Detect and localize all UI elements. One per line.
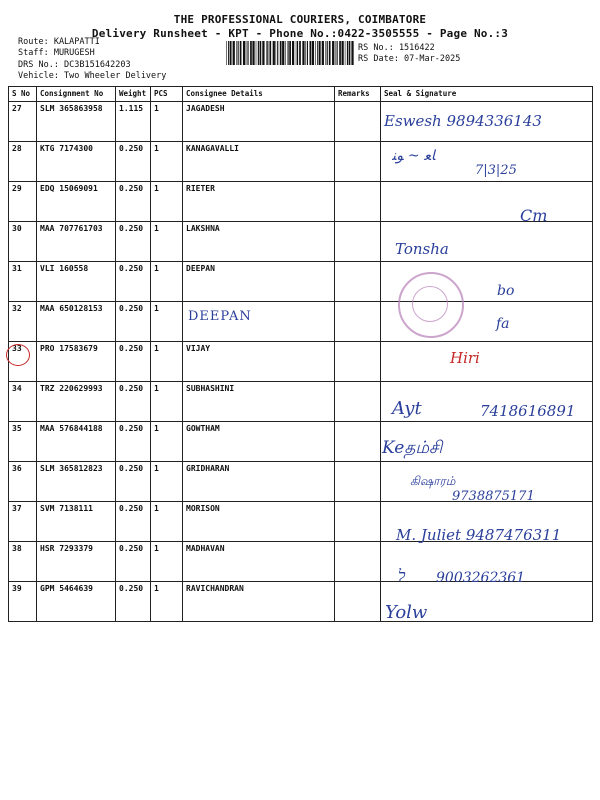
row-remarks xyxy=(335,262,381,302)
row-weight: 0.250 xyxy=(116,302,151,342)
row-consignment-no: GPM 5464639 xyxy=(37,582,116,622)
signature-row-30: Tonsha xyxy=(395,240,449,258)
row-weight: 0.250 xyxy=(116,462,151,502)
signature-row-36: 9738875171 xyxy=(452,489,535,504)
row-remarks xyxy=(335,102,381,142)
col-consignee: Consignee Details xyxy=(183,87,335,102)
row-weight: 0.250 xyxy=(116,342,151,382)
row-consignee: VIJAY xyxy=(183,342,335,382)
table-row xyxy=(9,182,593,222)
row-sno: 27 xyxy=(9,102,37,142)
row-sno: 36 xyxy=(9,462,37,502)
row-consignment-no: SLM 365812823 xyxy=(37,462,116,502)
vehicle-label: Vehicle: Two Wheeler Delivery xyxy=(18,71,167,81)
row-remarks xyxy=(335,542,381,582)
signature-row-38: 9003262361 xyxy=(436,570,526,586)
row-pcs: 1 xyxy=(151,382,183,422)
row-consignee: SUBHASHINI xyxy=(183,382,335,422)
row-consignment-no: VLI 160558 xyxy=(37,262,116,302)
row-sno: 34 xyxy=(9,382,37,422)
signature-row-34: 7418616891 xyxy=(480,402,576,420)
row-remarks xyxy=(335,502,381,542)
table-row xyxy=(9,582,593,622)
handwritten-consignee-row-32: DEEPAN xyxy=(188,309,252,324)
sheet-subtitle: Delivery Runsheet - KPT - Phone No.:0422-3505555 - Page No.:3 xyxy=(91,27,509,40)
row-consignee: RIETER xyxy=(183,182,335,222)
signature-row-32: fa xyxy=(496,316,510,332)
courier-stamp xyxy=(398,272,464,338)
signature-row-38-mark: ל xyxy=(398,566,406,585)
row-consignment-no: SVM 7138111 xyxy=(37,502,116,542)
row-seal-signature xyxy=(381,342,593,382)
col-remarks: Remarks xyxy=(335,87,381,102)
row-consignee: KANAGAVALLI xyxy=(183,142,335,182)
row-consignment-no: MAA 707761703 xyxy=(37,222,116,262)
table-row xyxy=(9,342,593,382)
row-consignee: DEEPAN xyxy=(183,262,335,302)
row-sno: 33 xyxy=(9,342,37,382)
row-remarks xyxy=(335,142,381,182)
row-remarks xyxy=(335,182,381,222)
row-remarks xyxy=(335,382,381,422)
row-33-circle-mark xyxy=(6,344,30,366)
signature-row-31: bo xyxy=(497,283,515,299)
row-weight: 0.250 xyxy=(116,262,151,302)
row-pcs: 1 xyxy=(151,342,183,382)
row-weight: 0.250 xyxy=(116,502,151,542)
row-pcs: 1 xyxy=(151,542,183,582)
row-pcs: 1 xyxy=(151,582,183,622)
row-remarks xyxy=(335,462,381,502)
row-consignment-no: MAA 650128153 xyxy=(37,302,116,342)
row-pcs: 1 xyxy=(151,182,183,222)
barcode-image xyxy=(226,41,354,65)
row-consignment-no: PRO 17583679 xyxy=(37,342,116,382)
sheet-title: THE PROFESSIONAL COURIERS, COIMBATORE xyxy=(173,13,427,26)
row-pcs: 1 xyxy=(151,462,183,502)
row-consignee: MADHAVAN xyxy=(183,542,335,582)
row-remarks xyxy=(335,222,381,262)
row-consignment-no: MAA 576844188 xyxy=(37,422,116,462)
row-remarks xyxy=(335,302,381,342)
row-consignment-no: HSR 7293379 xyxy=(37,542,116,582)
row-sno: 30 xyxy=(9,222,37,262)
row-pcs: 1 xyxy=(151,502,183,542)
row-weight: 0.250 xyxy=(116,382,151,422)
signature-row-29: Cm xyxy=(520,206,548,225)
signature-row-33: Hiri xyxy=(450,349,480,367)
row-consignee: GOWTHAM xyxy=(183,422,335,462)
row-weight: 0.250 xyxy=(116,422,151,462)
drs-number: DRS No.: DC3B151642203 xyxy=(18,60,131,70)
row-consignment-no: KTG 7174300 xyxy=(37,142,116,182)
row-sno: 35 xyxy=(9,422,37,462)
table-row xyxy=(9,422,593,462)
signature-row-28-date: 7|3|25 xyxy=(475,163,517,178)
row-consignee: JAGADESH xyxy=(183,102,335,142)
row-sno: 29 xyxy=(9,182,37,222)
row-consignment-no: SLM 365863958 xyxy=(37,102,116,142)
signature-row-39: Yolw xyxy=(385,602,428,623)
route-label: Route: KALAPATTI xyxy=(18,37,100,47)
row-consignment-no: TRZ 220629993 xyxy=(37,382,116,422)
signature-row-34-mark: Ayt xyxy=(392,398,422,419)
row-remarks xyxy=(335,422,381,462)
row-weight: 0.250 xyxy=(116,582,151,622)
row-consignee: LAKSHNA xyxy=(183,222,335,262)
row-sno: 31 xyxy=(9,262,37,302)
row-remarks xyxy=(335,342,381,382)
signature-row-27: Eswesh 9894336143 xyxy=(384,112,542,130)
row-sno: 38 xyxy=(9,542,37,582)
row-weight: 0.250 xyxy=(116,542,151,582)
signature-row-37: M. Juliet 9487476311 xyxy=(396,526,562,544)
col-seal: Seal & Signature xyxy=(381,87,593,102)
row-consignee: MORISON xyxy=(183,502,335,542)
row-weight: 0.250 xyxy=(116,142,151,182)
staff-label: Staff: MURUGESH xyxy=(18,48,95,58)
row-weight: 0.250 xyxy=(116,182,151,222)
row-weight: 0.250 xyxy=(116,222,151,262)
row-pcs: 1 xyxy=(151,222,183,262)
row-consignee: GRIDHARAN xyxy=(183,462,335,502)
row-pcs: 1 xyxy=(151,262,183,302)
row-consignment-no: EDQ 15069091 xyxy=(37,182,116,222)
table-header-row xyxy=(9,87,593,102)
row-pcs: 1 xyxy=(151,102,183,142)
row-weight: 1.115 xyxy=(116,102,151,142)
col-weight: Weight xyxy=(116,87,151,102)
col-pcs: PCS xyxy=(151,87,183,102)
rs-number: RS No.: 1516422 xyxy=(358,43,435,53)
rs-date: RS Date: 07-Mar-2025 xyxy=(358,54,461,64)
signature-row-35: Keதம்சி xyxy=(382,438,443,458)
col-consignment: Consignment No xyxy=(37,87,116,102)
signature-row-28-tamil: ﺎﻌ ~ ﻮﻨ xyxy=(392,148,436,164)
row-pcs: 1 xyxy=(151,302,183,342)
table-row xyxy=(9,222,593,262)
signature-row-36-tamil: கிஷாரம் xyxy=(410,474,456,488)
row-sno: 32 xyxy=(9,302,37,342)
row-seal-signature xyxy=(381,182,593,222)
row-consignee: RAVICHANDRAN xyxy=(183,582,335,622)
row-remarks xyxy=(335,582,381,622)
col-sno: S No xyxy=(9,87,37,102)
row-pcs: 1 xyxy=(151,422,183,462)
row-sno: 39 xyxy=(9,582,37,622)
row-sno: 37 xyxy=(9,502,37,542)
row-pcs: 1 xyxy=(151,142,183,182)
row-sno: 28 xyxy=(9,142,37,182)
